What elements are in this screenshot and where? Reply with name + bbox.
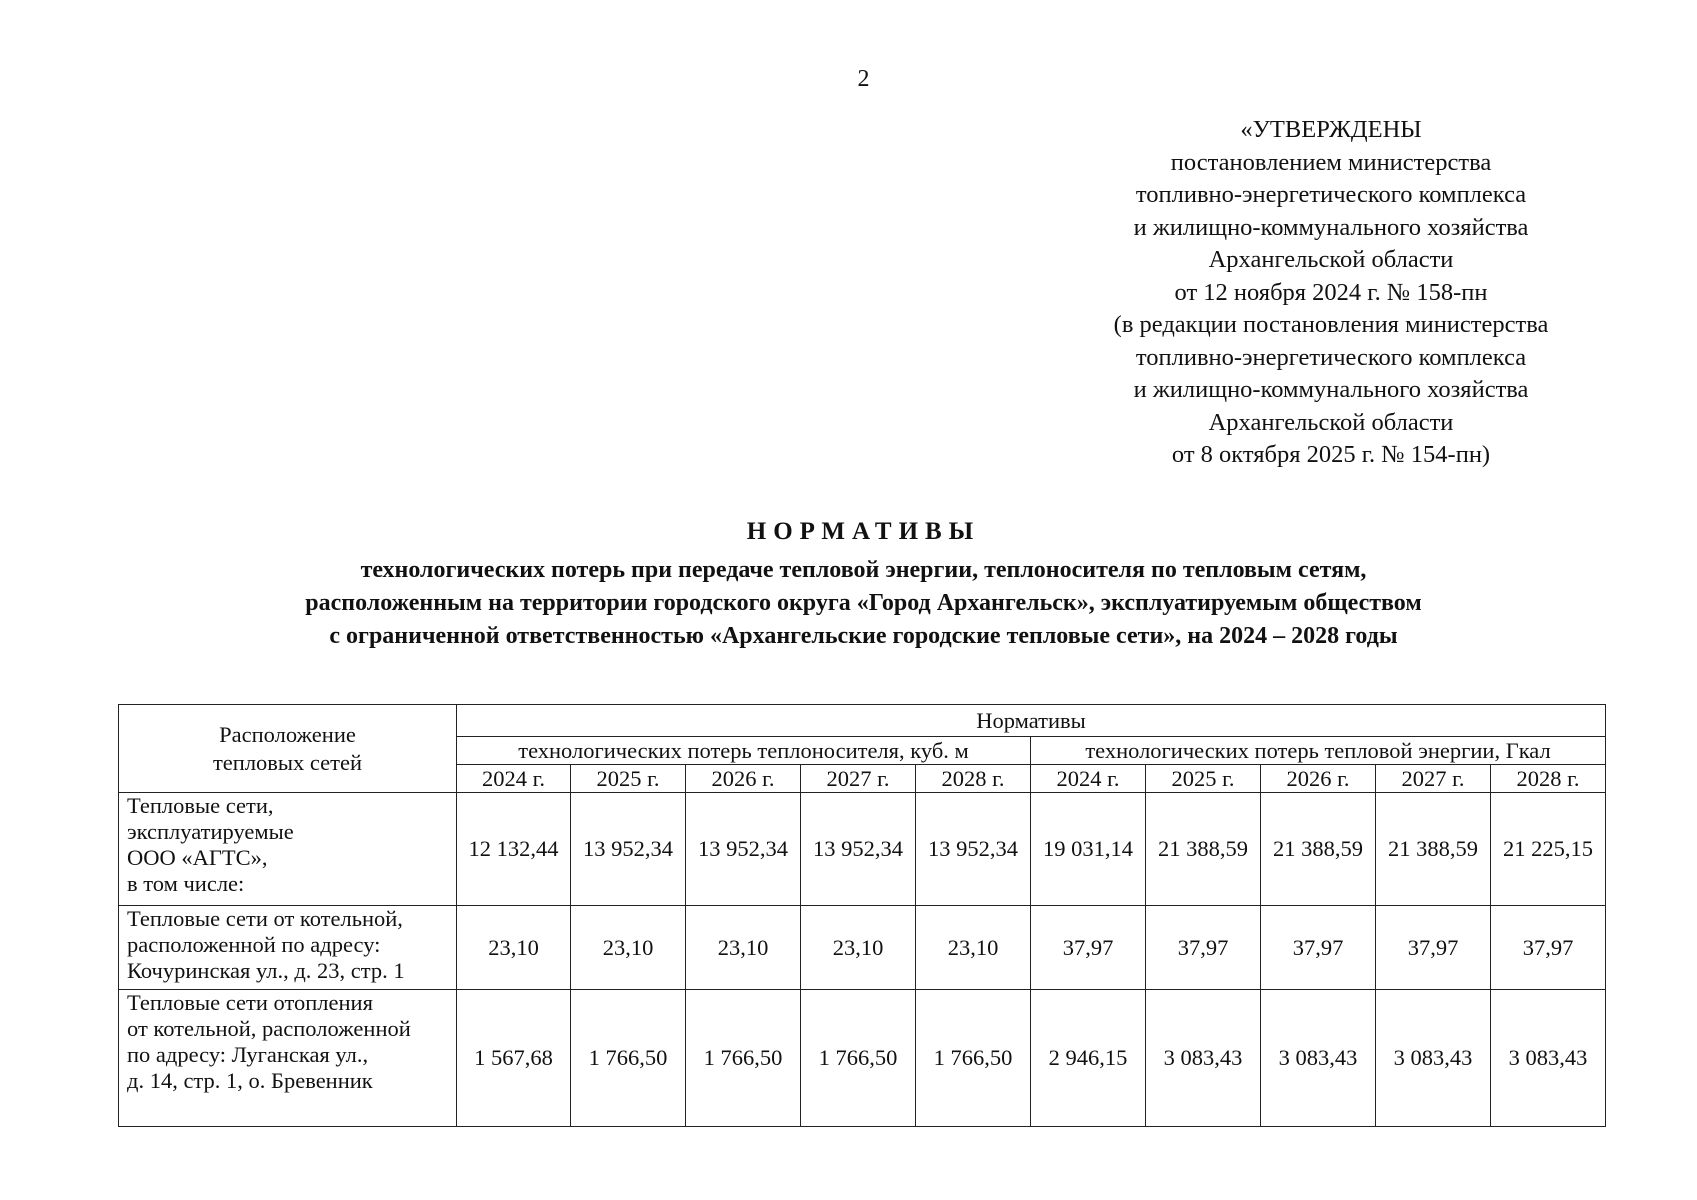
subgroup-header-heat: технологических потерь тепловой энергии, Гкал [1031, 737, 1606, 765]
table-cell: 37,97 [1376, 906, 1491, 990]
table-row [119, 990, 1606, 1127]
table-cell: 3 083,43 [1376, 990, 1491, 1127]
table-cell: 37,97 [1031, 906, 1146, 990]
row-location [119, 990, 457, 1127]
table-cell: 3 083,43 [1491, 990, 1606, 1127]
table-row [119, 906, 1606, 990]
year-header: 2026 г. [686, 765, 801, 793]
subtitle-line: расположенным на территории городского округа «Город Архангельск», эксплуатируемым обществом [305, 590, 1422, 616]
table-cell: 13 952,34 [686, 793, 801, 906]
row-location-line: Тепловые сети от котельной, [127, 906, 403, 931]
document-title: НОРМАТИВЫ [746, 518, 981, 545]
approval-line: топливно-энергетического комплекса [1135, 181, 1527, 208]
table-cell: 21 388,59 [1376, 793, 1491, 906]
page-number: 2 [857, 66, 870, 92]
table-cell: 12 132,44 [457, 793, 571, 906]
table-cell: 21 225,15 [1491, 793, 1606, 906]
row-location [119, 906, 457, 990]
table-cell: 13 952,34 [571, 793, 686, 906]
table-cell: 23,10 [571, 906, 686, 990]
year-header: 2028 г. [916, 765, 1031, 793]
group-header: Нормативы [457, 705, 1606, 737]
approval-line: (в редакции постановления министерства [1113, 311, 1549, 338]
subgroup-header-coolant: технологических потерь теплоносителя, куб. м [457, 737, 1031, 765]
table-cell: 1 766,50 [916, 990, 1031, 1127]
year-header: 2024 г. [457, 765, 571, 793]
table-cell: 21 388,59 [1146, 793, 1261, 906]
table-cell: 1 567,68 [457, 990, 571, 1127]
table-cell: 23,10 [686, 906, 801, 990]
year-header: 2024 г. [1031, 765, 1146, 793]
table-cell: 37,97 [1146, 906, 1261, 990]
location-header [119, 705, 457, 793]
approval-line: Архангельской области [1208, 246, 1454, 273]
row-location-line: Кочуринская ул., д. 23, стр. 1 [127, 958, 405, 983]
table-cell: 37,97 [1261, 906, 1376, 990]
table-row [119, 793, 1606, 906]
table-cell: 23,10 [457, 906, 571, 990]
document-subtitle [140, 554, 1587, 653]
approval-line: топливно-энергетического комплекса [1135, 343, 1527, 371]
row-location-line: Тепловые сети, [127, 793, 274, 818]
location-header-line: тепловых сетей [212, 749, 363, 775]
location-header-line: Расположение [219, 721, 356, 747]
subtitle-line: с ограниченной ответственностью «Архангельские городские тепловые сети», на 2024 – 2028 годы [329, 623, 1398, 649]
table-cell: 19 031,14 [1031, 793, 1146, 906]
row-location-line: эксплуатируемые [127, 819, 294, 844]
year-header: 2025 г. [1146, 765, 1261, 793]
table-cell: 37,97 [1491, 906, 1606, 990]
table-cell: 1 766,50 [571, 990, 686, 1127]
table-cell: 23,10 [801, 906, 916, 990]
table-cell: 13 952,34 [801, 793, 916, 906]
row-location-line: по адресу: Луганская ул., [127, 1042, 369, 1067]
year-header: 2026 г. [1261, 765, 1376, 793]
approval-line: от 12 ноября 2024 г. № 158-пн [1174, 278, 1488, 306]
approval-line: и жилищно-коммунального хозяйства [1133, 213, 1529, 241]
row-location-line: ООО «АГТС», [127, 845, 268, 870]
approval-block [1075, 114, 1587, 472]
table-cell: 1 766,50 [801, 990, 916, 1127]
year-header: 2027 г. [801, 765, 916, 793]
row-location [119, 793, 457, 906]
table-cell: 21 388,59 [1261, 793, 1376, 906]
table-cell: 2 946,15 [1031, 990, 1146, 1127]
approval-line: и жилищно-коммунального хозяйства [1133, 376, 1529, 403]
table-cell: 3 083,43 [1261, 990, 1376, 1127]
approval-line: от 8 октября 2025 г. № 154-пн) [1171, 441, 1491, 468]
row-location-line: от котельной, расположенной [127, 1016, 411, 1041]
year-header: 2028 г. [1491, 765, 1606, 793]
year-header: 2027 г. [1376, 765, 1491, 793]
approval-line: Архангельской области [1208, 408, 1454, 436]
approval-line: постановлением министерства [1170, 148, 1492, 176]
row-location-line: в том числе: [127, 871, 245, 896]
year-header: 2025 г. [571, 765, 686, 793]
table-cell: 3 083,43 [1146, 990, 1261, 1127]
table-cell: 1 766,50 [686, 990, 801, 1127]
row-location-line: д. 14, стр. 1, о. Бревенник [127, 1068, 373, 1093]
row-location-line: Тепловые сети отопления [127, 990, 373, 1015]
norms-table [118, 704, 1606, 1127]
subtitle-line: технологических потерь при передаче тепловой энергии, теплоносителя по тепловым сетям, [360, 557, 1367, 583]
table-cell: 13 952,34 [916, 793, 1031, 906]
row-location-line: расположенной по адресу: [127, 932, 381, 957]
approval-line: «УТВЕРЖДЕНЫ [1240, 116, 1422, 143]
table-cell: 23,10 [916, 906, 1031, 990]
